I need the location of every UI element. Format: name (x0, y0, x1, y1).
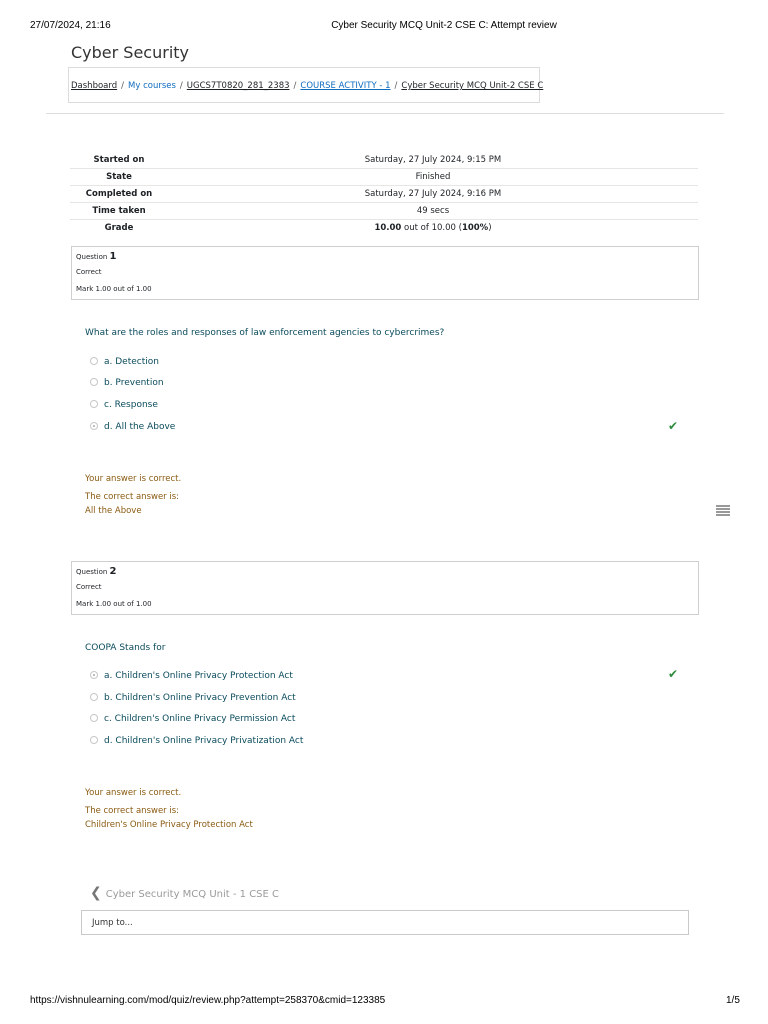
breadcrumb-quiz[interactable]: Cyber Security MCQ Unit-2 CSE C (401, 81, 544, 91)
summary-label: Started on (93, 155, 145, 165)
grade-percent: 100% (461, 223, 489, 233)
answer-option-1a[interactable]: a. Detection (90, 357, 159, 367)
radio-button[interactable] (90, 378, 98, 386)
breadcrumb-separator: / (121, 81, 124, 91)
answer-option-1d[interactable]: d. All the Above (90, 422, 175, 432)
question-number: Question 2 (76, 566, 117, 577)
answer-option-1c[interactable]: c. Response (90, 400, 158, 410)
print-page-title: Cyber Security MCQ Unit-2 CSE C: Attempt review (331, 20, 557, 31)
course-title: Cyber Security (71, 43, 190, 62)
radio-button[interactable] (90, 736, 98, 744)
check-icon: ✔ (668, 667, 679, 681)
print-url: https://vishnulearning.com/mod/quiz/review.php?attempt=258370&cmid=123385 (30, 995, 386, 1006)
check-icon: ✔ (668, 419, 679, 433)
summary-value: Saturday, 27 July 2024, 9:16 PM (364, 189, 502, 199)
question-mark: Mark 1.00 out of 1.00 (76, 285, 152, 293)
print-page-number: 1/5 (726, 995, 740, 1006)
radio-button[interactable] (90, 693, 98, 701)
feedback-text: Your answer is correct. (85, 788, 182, 798)
radio-button-selected[interactable] (90, 422, 98, 430)
summary-row-completed (70, 186, 698, 203)
question-text-2: COOPA Stands for (85, 643, 166, 653)
question-info-1 (71, 246, 699, 300)
answer-option-2b[interactable]: b. Children's Online Privacy Prevention Act (90, 693, 296, 703)
breadcrumb-separator: / (394, 81, 398, 91)
chevron-left-icon: ❮ (90, 885, 102, 901)
radio-button[interactable] (90, 357, 98, 365)
summary-label: Grade (104, 223, 134, 233)
question-text-1: What are the roles and responses of law enforcement agencies to cybercrimes? (85, 328, 445, 338)
summary-value: 49 secs (416, 206, 450, 216)
correct-answer: Children's Online Privacy Protection Act (85, 820, 253, 830)
question-state: Correct (76, 268, 102, 276)
breadcrumb-dashboard[interactable]: Dashboard (71, 81, 118, 91)
question-feedback-1 (85, 472, 181, 518)
print-datetime: 27/07/2024, 21:16 (30, 20, 111, 31)
answer-option-1b[interactable]: b. Prevention (90, 378, 164, 388)
summary-label: Completed on (85, 189, 153, 199)
correct-answer: All the Above (85, 506, 142, 516)
radio-button[interactable] (90, 714, 98, 722)
question-mark: Mark 1.00 out of 1.00 (76, 600, 152, 608)
list-icon[interactable] (716, 505, 730, 517)
grade-out-of: out of 10.00 (404, 223, 456, 233)
summary-value: Saturday, 27 July 2024, 9:15 PM (364, 155, 502, 165)
breadcrumb-separator: / (293, 81, 297, 91)
breadcrumb-course-code[interactable]: UGCS7T0820_281_2383 (186, 81, 290, 91)
grade-value: 10.00 out of 10.00 (100%) (374, 223, 492, 233)
attempt-summary-table (70, 152, 698, 236)
summary-value: Finished (415, 172, 451, 182)
question-number: Question 1 (76, 251, 117, 262)
breadcrumb-separator: / (179, 81, 183, 91)
answer-option-2a[interactable]: a. Children's Online Privacy Protection Act (90, 671, 293, 681)
breadcrumb (68, 67, 544, 103)
answer-option-2c[interactable]: c. Children's Online Privacy Permission Act (90, 714, 295, 724)
summary-row-started (70, 152, 698, 169)
question-feedback-2 (85, 786, 253, 832)
question-info-2 (71, 561, 699, 615)
radio-button[interactable] (90, 400, 98, 408)
summary-row-state (70, 169, 698, 186)
feedback-text: Your answer is correct. (85, 474, 182, 484)
summary-row-grade (70, 220, 698, 237)
grade-score: 10.00 (374, 223, 402, 233)
correct-answer-label: The correct answer is: (85, 806, 180, 816)
correct-answer-label: The correct answer is: (85, 492, 180, 502)
radio-button-selected[interactable] (90, 671, 98, 679)
summary-row-time-taken (70, 203, 698, 220)
answer-option-2d[interactable]: d. Children's Online Privacy Privatization Act (90, 736, 303, 746)
header-divider (46, 113, 724, 114)
jump-to-select[interactable]: Jump to... (81, 910, 689, 935)
breadcrumb-course-activity[interactable]: COURSE ACTIVITY - 1 (300, 81, 391, 91)
summary-label: State (106, 172, 132, 182)
previous-activity-link[interactable]: ❮ Cyber Security MCQ Unit - 1 CSE C (90, 885, 280, 901)
question-state: Correct (76, 583, 102, 591)
summary-label: Time taken (92, 206, 146, 216)
breadcrumb-my-courses[interactable]: My courses (128, 81, 176, 91)
